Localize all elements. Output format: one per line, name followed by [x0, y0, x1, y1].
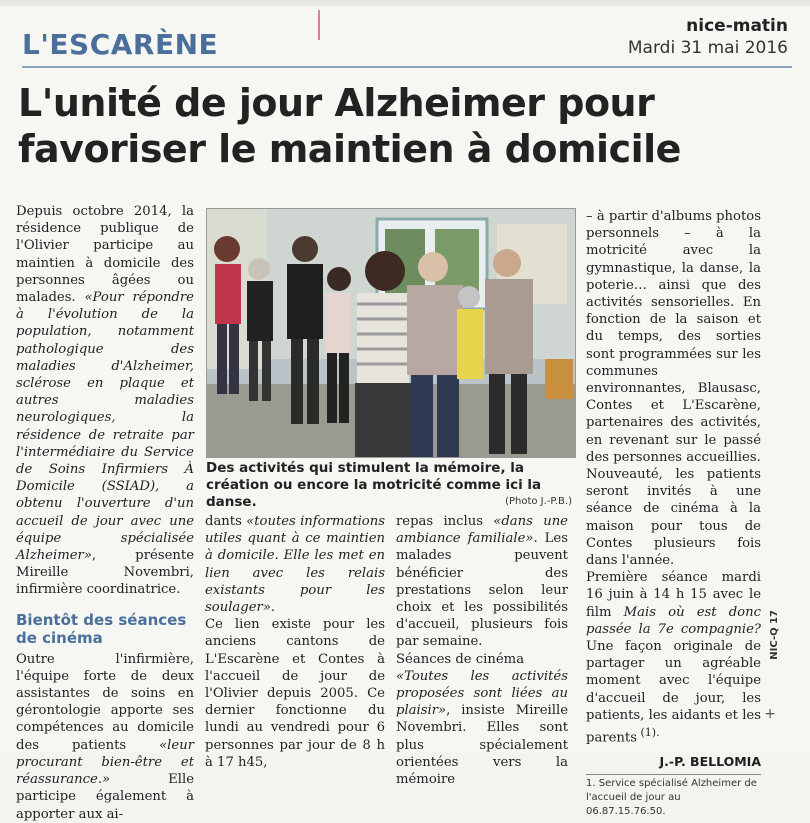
quote: «leur procurant bien-être et réassurance.»	[16, 737, 194, 788]
text-run: Une façon originale de partager un agréable moment avec l'équipe d'accueil de jour, les patients, les aidants et les parents	[586, 639, 761, 746]
paragraph	[16, 651, 194, 823]
paragraph: Nouveauté, les patients seront invités à une séance de cinéma à la maison pour tous de Contes plusieurs fois dans l'année.	[586, 467, 761, 569]
footnote-ref: (1).	[636, 726, 660, 740]
author-signature: J.-P. BELLOMIA	[659, 753, 761, 769]
text-run: dants	[205, 514, 247, 529]
article-photo	[206, 208, 576, 458]
paragraph	[16, 203, 194, 599]
article-headline: L'unité de jour Alzheimer pour favoriser le maintien à domicile	[18, 81, 681, 171]
paragraph: – à partir d'albums photos personnels – à la motricité avec la gymnastique, la danse, la poterie… ainsi que des activités sensorielles. En fonction de la saison et du temps, des sorties sont programmées sur les communes environnantes, Blausasc, Contes et L'Escarène, partenaires des activités, en revenant sur le passé des personnes accueillies.	[586, 209, 761, 465]
issue-date: Mardi 31 mai 2016	[627, 38, 788, 58]
plus-icon: +	[764, 706, 776, 722]
column-2	[205, 513, 385, 771]
text-run: Depuis octobre 2014, la résidence publique de l'Olivier participe au maintien à domicile des personnes âgées ou malades.	[16, 204, 194, 306]
newspaper-name: nice-matin	[686, 16, 788, 36]
text-run: .	[270, 600, 276, 616]
side-code: NIC-Q 17	[769, 610, 780, 660]
photo-credit: (Photo J.-P.B.)	[505, 496, 572, 507]
text-run: , présente Mireille Novembri, infirmière coordinatrice.	[16, 548, 194, 598]
masthead	[628, 16, 788, 58]
dance-scene-illustration	[207, 209, 575, 457]
text-run: . Les malades peuvent bénéficier des prestations selon leur choix et les possibilités d'accueil, plusieurs fois par semaine.	[396, 531, 568, 650]
paragraph	[205, 513, 385, 616]
quote: «Toutes les activités proposées sont liées au plaisir»	[396, 668, 568, 719]
top-strip	[0, 0, 810, 6]
text-run: repas inclus	[396, 514, 494, 529]
subheading: Bientôt des séances de cinéma	[16, 610, 187, 647]
header-rule	[22, 66, 792, 68]
photo-caption: Des activités qui stimulent la mémoire, la création ou encore la motricité comme ici la danse.	[206, 460, 542, 510]
text-run: , insiste Mireille Novembri. Elles sont plus spécialement orientées vers la mémoire	[396, 703, 568, 788]
paragraph: Séances de cinéma	[396, 651, 525, 667]
text-run: Elle participe également à apporter aux ai-	[16, 772, 194, 822]
footnote: 1. Service spécialisé Alzheimer de l'accueil de jour au 06.87.15.76.50.	[586, 774, 761, 819]
quote: «toutes informations utiles quant à ce maintien à domicile. Elle les met en lien avec les relais existants pour les soulager»	[205, 514, 385, 616]
paragraph	[396, 513, 568, 651]
column-3	[396, 513, 568, 788]
paragraph	[396, 668, 568, 788]
section-rubric: L'ESCARÈNE	[22, 28, 219, 61]
pen-mark	[318, 10, 320, 40]
text-run: Outre l'infirmière, l'équipe forte de deux assistantes de soins en gérontologie apporte ses compétences au domicile des patients	[16, 651, 194, 753]
paragraph: Ce lien existe pour les anciens cantons de L'Escarène et Contes à l'accueil de jour de l'Olivier depuis 2005. Ce dernier fonctionne du lundi au vendredi pour 6 personnes par jour de 8 h à 17 h45,	[205, 617, 385, 770]
quote: «Pour répondre à l'évolution de la population, notamment pathologique des maladies d'Alzheimer, sclérose en plaque et autres maladies neurologiques, la résidence de retraite par l'intermédiaire du Service de Soins Infirmiers À Domicile (SSIAD), a obtenu l'ouverture d'un accueil de jour avec une équipe spécialisée Alzheimer»	[16, 290, 194, 564]
film-title: Mais où est donc passée la 7e compagnie?	[586, 604, 761, 637]
column-4	[586, 208, 761, 819]
text-run: Première séance mardi 16 juin à 14 h 15 avec le film	[586, 570, 761, 620]
quote: «dans une ambiance familiale»	[396, 514, 568, 547]
column-1	[16, 203, 194, 823]
paragraph	[586, 569, 761, 746]
